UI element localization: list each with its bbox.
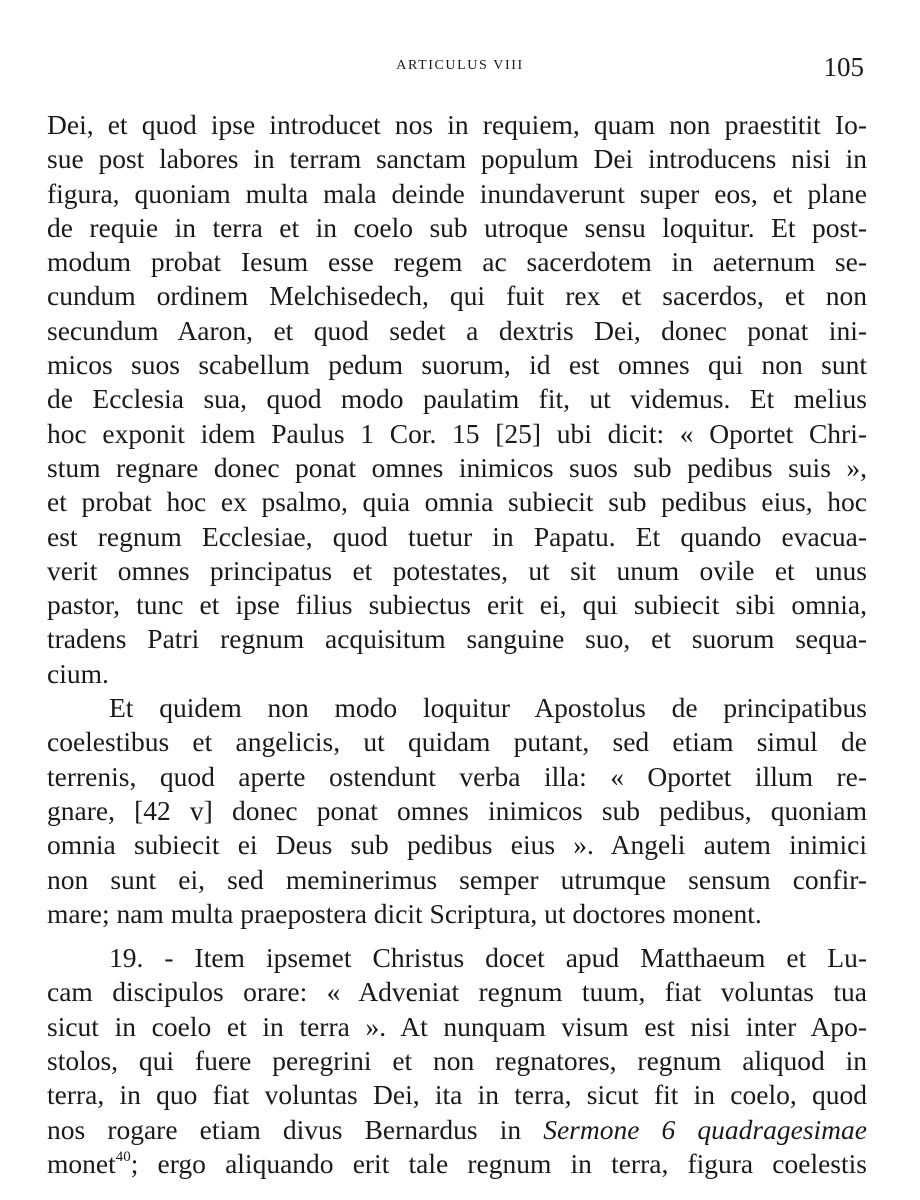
- text-line-with-italic: [47, 1113, 867, 1147]
- text-line: modum probat Iesum esse regem ac sacerdotem in aeternum se-: [47, 246, 867, 278]
- text-line: mare; nam multa praepostera dicit Scriptura, ut doctores monent.: [47, 897, 762, 929]
- text-line: Dei, et quod ipse introducet nos in requiem, quam non praestitit Io-: [47, 109, 867, 140]
- text-line: de requie in terra et in coelo sub utroque sensu loquitur. Et post-: [47, 211, 867, 243]
- text-line: coelestibus et angelicis, ut quidam putant, sed etiam simul de: [47, 726, 867, 758]
- text-line: sue post labores in terram sanctam populum Dei introducens nisi in: [47, 143, 867, 175]
- text-line: de Ecclesia sua, quod modo paulatim fit, ut videmus. Et melius: [47, 383, 867, 415]
- paragraph: [47, 691, 867, 931]
- text-line: cundum ordinem Melchisedech, qui fuit rex et sacerdos, et non: [47, 280, 867, 312]
- text-line: verit omnes principatus et potestates, ut sit unum ovile et unus: [47, 554, 867, 586]
- text-line-with-footnote: [47, 1147, 867, 1181]
- paragraph: [47, 941, 867, 1181]
- line-segment: ; ergo aliquando erit tale regnum in terra, figura coelestis: [130, 1147, 867, 1179]
- footnote-marker[interactable]: 40: [115, 1148, 131, 1165]
- text-line: stolos, qui fuere peregrini et non regnatores, regnum aliquod in: [47, 1045, 867, 1077]
- text-line: secundum Aaron, et quod sedet a dextris Dei, donec ponat ini-: [47, 314, 867, 346]
- running-head: [0, 52, 920, 86]
- line-segment: nos rogare etiam divus Bernardus in: [47, 1113, 544, 1145]
- text-line: hoc exponit idem Paulus 1 Cor. 15 [25] ubi dicit: « Oportet Chri-: [47, 417, 867, 449]
- text-line: tradens Patri regnum acquisitum sanguine suo, et suorum sequa-: [47, 623, 867, 655]
- italic-title: Sermone 6 quadragesimae: [543, 1113, 867, 1145]
- text-line: stum regnare donec ponat omnes inimicos suos sub pedibus suis »,: [47, 451, 867, 483]
- text-line: terra, in quo fiat voluntas Dei, ita in terra, sicut fit in coelo, quod: [47, 1079, 867, 1111]
- text-line: omnia subiecit ei Deus sub pedibus eius ». Angeli autem inimici: [47, 829, 867, 861]
- text-line: figura, quoniam multa mala deinde inundaverunt super eos, et plane: [47, 177, 867, 209]
- text-line: gnare, [42 v] donec ponat omnes inimicos sub pedibus, quoniam: [47, 794, 867, 826]
- text-line: Et quidem non modo loquitur Apostolus de principatibus: [109, 692, 867, 724]
- text-line: pastor, tunc et ipse filius subiectus erit ei, qui subiecit sibi omnia,: [47, 589, 867, 621]
- page-number: 105: [823, 52, 864, 82]
- paragraph: [47, 108, 867, 691]
- text-line: 19. - Item ipsemet Christus docet apud Matthaeum et Lu-: [109, 942, 867, 974]
- text-line: sicut in coelo et in terra ». At nunquam visum est nisi inter Apo-: [47, 1010, 867, 1042]
- text-line: cium.: [47, 657, 109, 689]
- text-line: terrenis, quod aperte ostendunt verba illa: « Oportet illum re-: [47, 760, 867, 792]
- running-title: ARTICULUS VIII: [396, 58, 524, 73]
- body-text: [47, 108, 867, 1181]
- text-line: est regnum Ecclesiae, quod tuetur in Papatu. Et quando evacua-: [47, 520, 867, 552]
- line-segment: monet: [47, 1147, 116, 1179]
- text-line: cam discipulos orare: « Adveniat regnum tuum, fiat voluntas tua: [47, 976, 867, 1008]
- text-line: micos suos scabellum pedum suorum, id est omnes qui non sunt: [47, 349, 867, 381]
- text-line: non sunt ei, sed meminerimus semper utrumque sensum confir-: [47, 863, 867, 895]
- text-line: et probat hoc ex psalmo, quia omnia subiecit sub pedibus eius, hoc: [47, 486, 867, 518]
- paragraph-gap: [47, 931, 867, 941]
